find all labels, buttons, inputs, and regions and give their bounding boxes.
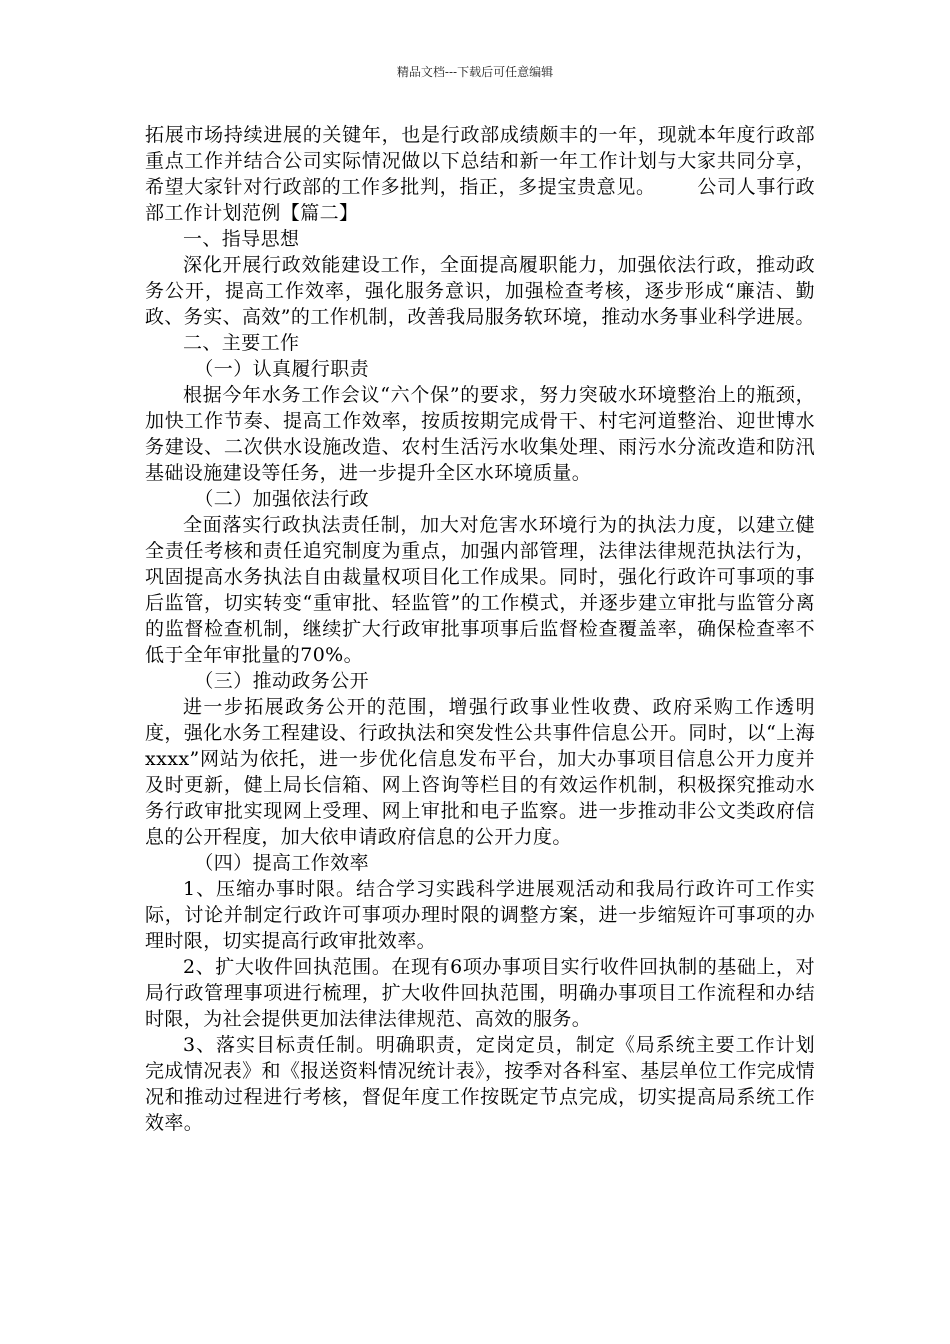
list-paragraph: 3、落实目标责任制。明确职责，定岗定员，制定《局系统主要工作计划完成情况表》和《报送资料情况统计表》，按季对各科室、基层单位工作完成情况和推动过程进行考核，督促年度工作按既定节点完成，切实提高局系统工作效率。 — [145, 1034, 815, 1134]
section-heading: 一、指导思想 — [183, 228, 300, 250]
page-header: 精品文档---下载后可任意编辑 — [396, 65, 554, 79]
intro-paragraph — [145, 122, 815, 226]
body-paragraph: 全面落实行政执法责任制，加大对危害水环境行为的执法力度，以建立健全责任考核和责任追究制度为重点，加强内部管理，法律法律规范执法行为，巩固提高水务执法自由裁量权项目化工作成果。同时，强化行政许可事项的事后监管，切实转变“重审批、轻监管”的工作模式，并逐步建立审批与监管分离的监督检查机制，继续扩大行政审批事项事后监督检查覆盖率，确保检查率不低于全年审批量的70%。 — [145, 514, 815, 666]
body-paragraph: 深化开展行政效能建设工作，全面提高履职能力，加强依法行政，推动政务公开，提高工作效率，强化服务意识，加强检查考核，逐步形成“廉洁、勤政、务实、高效”的工作机制，改善我局服务软环境，推动水务事业科学进展。 — [145, 254, 815, 328]
list-paragraph: 2、扩大收件回执范围。在现有6项办事项目实行收件回执制的基础上，对局行政管理事项进行梳理，扩大收件回执范围，明确办事项目工作流程和办结时限，为社会提供更加法律法律规范、高效的服务。 — [145, 956, 815, 1030]
subsection-heading: （三）推动政务公开 — [194, 670, 369, 692]
body-paragraph: 进一步拓展政务公开的范围，增强行政事业性收费、政府采购工作透明度，强化水务工程建设、行政执法和突发性公共事件信息公开。同时，以“上海xxxx”网站为依托，进一步优化信息发布平台，加大办事项目信息公开力度并及时更新，健上局长信箱、网上咨询等栏目的有效运作机制，积极探究推动水务行政审批实现网上受理、网上审批和电子监察。进一步推动非公文类政府信息的公开程度，加大依申请政府信息的公开力度。 — [145, 696, 815, 848]
body-paragraph: 根据今年水务工作会议“六个保”的要求，努力突破水环境整治上的瓶颈，加快工作节奏、提高工作效率，按质按期完成骨干、村宅河道整治、迎世博水务建设、二次供水设施改造、农村生活污水收集处理、雨污水分流改造和防汛基础设施建设等任务，进一步提升全区水环境质量。 — [145, 384, 815, 484]
document-title: 公司人事行政部工作计划范例【篇二】 — [145, 176, 815, 224]
section-heading: 二、主要工作 — [183, 332, 300, 354]
subsection-heading: （一）认真履行职责 — [194, 358, 369, 380]
subsection-heading: （二）加强依法行政 — [194, 488, 369, 510]
subsection-heading: （四）提高工作效率 — [194, 852, 369, 874]
intro-text: 拓展市场持续进展的关键年，也是行政部成绩颇丰的一年，现就本年度行政部重点工作并结合公司实际情况做以下总结和新一年工作计划与大家共同分享，希望大家针对行政部的工作多批判，指正，多提宝贵意见。 — [145, 124, 815, 198]
list-paragraph: 1、压缩办事时限。结合学习实践科学进展观活动和我局行政许可工作实际，讨论并制定行政许可事项办理时限的调整方案，进一步缩短许可事项的办理时限，切实提高行政审批效率。 — [145, 878, 815, 952]
document-body — [145, 122, 815, 1136]
